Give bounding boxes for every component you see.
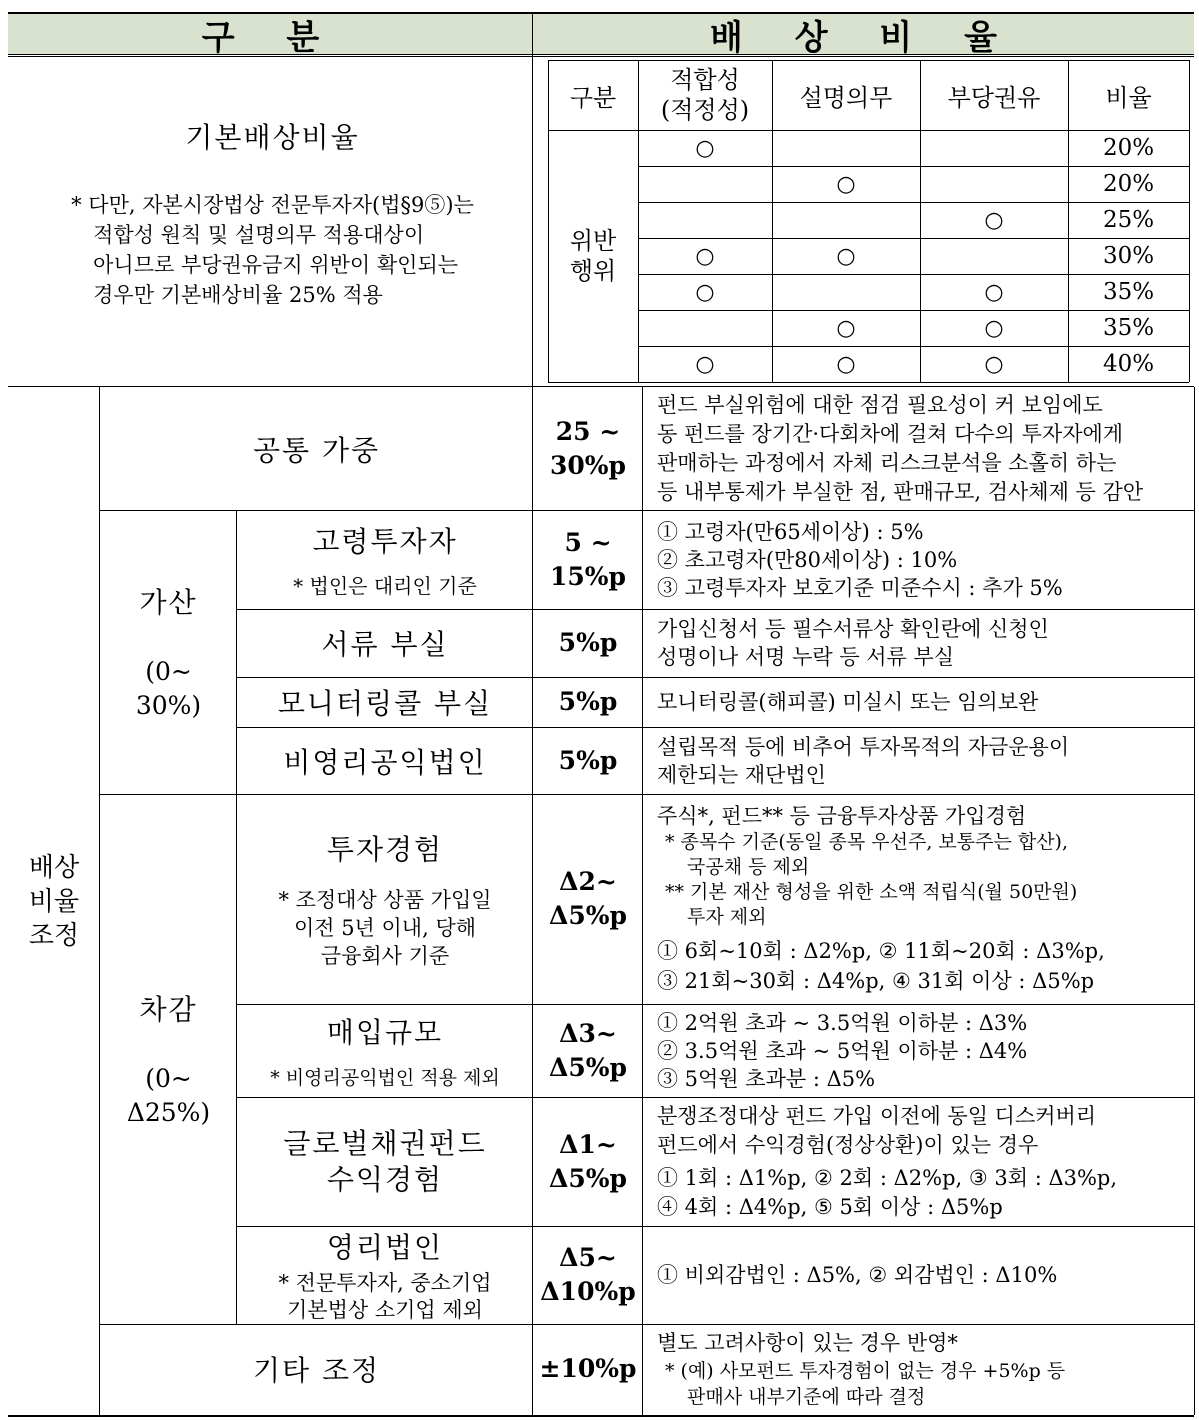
basic-note-line: 아니므로 부당권유금지 위반이 확인되는 — [93, 252, 459, 277]
add-nonprofit-label: 비영리공익법인 — [283, 745, 487, 779]
deduct-forprofit-label: 영리법인 — [326, 1231, 444, 1264]
deduct-forprofit-cell — [237, 1226, 533, 1324]
rule-basic-bottom — [8, 386, 1194, 387]
rule-main-divider — [532, 13, 533, 1415]
inner-rule — [548, 130, 1189, 131]
inner-header-explain: 설명의무 — [799, 83, 893, 112]
violation-mark-improper: ○ — [984, 279, 1004, 305]
note-line: 이전 5년 이내, 당해 — [293, 916, 477, 940]
other-adjust-pct: ±10%p — [539, 1354, 637, 1383]
inner-rule — [638, 60, 639, 382]
desc-note-line: * 종목수 기준(동일 종목 우선주, 보통주는 합산), — [665, 831, 1069, 853]
rule-adjust — [99, 794, 1194, 795]
desc-line: 판매하는 과정에서 자체 리스크분석을 소홀히 하는 — [657, 451, 1117, 475]
inner-rule — [638, 274, 1189, 275]
desc-line: 펀드에서 수익경험(정상상환)이 있는 경우 — [657, 1132, 1039, 1157]
violation-mark-suitability — [638, 166, 772, 202]
violation-ratio: 25% — [1102, 207, 1155, 233]
add-elderly-desc — [643, 510, 1194, 609]
rule-adjust — [236, 727, 1194, 728]
header-ratio-text: 배 상 비 율 — [710, 17, 1017, 55]
violation-mark-improper: ○ — [984, 207, 1004, 233]
inner-rule — [548, 382, 1189, 383]
inner-rule — [638, 202, 1189, 203]
adjust-label: 배상 비율 조정 — [28, 852, 80, 951]
violation-mark-explain: ○ — [836, 351, 856, 377]
rule-top — [8, 12, 1194, 14]
desc-line: 모니터링콜(해피콜) 미실시 또는 임의보완 — [657, 690, 1039, 714]
violation-mark-improper: ○ — [984, 351, 1004, 377]
inner-rule — [548, 60, 549, 382]
rule-adjust — [236, 1097, 1194, 1098]
add-document-pct: 5%p — [558, 628, 618, 657]
rule-adjust — [99, 510, 1194, 511]
violation-mark-suitability: ○ — [695, 279, 715, 305]
add-nonprofit-pct: 5%p — [558, 745, 618, 775]
deduct-forprofit-note — [278, 1270, 491, 1324]
add-nonprofit-desc — [643, 727, 1194, 794]
desc-line: 설립목적 등에 비추어 투자목적의 자금운용이 — [657, 734, 1070, 759]
rule-adjust — [99, 387, 100, 1415]
basic-note-line: 경우만 기본배상비율 25% 적용 — [93, 282, 383, 307]
desc-note-line: 판매사 내부기준에 따라 결정 — [687, 1385, 926, 1408]
add-range: (0~ 30%) — [135, 657, 202, 720]
desc-line: ④ 4회 : Δ4%p, ⑤ 5회 이상 : Δ5%p — [657, 1194, 1003, 1219]
add-label: 가산 — [139, 586, 198, 619]
desc-note-line: 국공채 등 제외 — [687, 856, 810, 878]
inner-header-suitability: 적합성 (적정성) — [660, 66, 750, 124]
common-weight-label: 공통 가중 — [252, 434, 381, 467]
desc-line: 별도 고려사항이 있는 경우 반영* — [657, 1330, 958, 1355]
add-group-cell — [100, 510, 237, 794]
inner-rule — [1068, 60, 1069, 382]
basic-ratio-note — [71, 190, 474, 310]
violation-mark-explain — [772, 130, 920, 166]
violation-ratio: 20% — [1102, 171, 1155, 197]
header-gubun-text: 구 분 — [201, 17, 340, 55]
deduct-forprofit-pct: Δ5~ Δ10%p — [540, 1243, 636, 1306]
violation-mark-explain — [772, 274, 920, 310]
violation-ratio: 20% — [1102, 135, 1155, 161]
desc-line: 가입신청서 등 필수서류상 확인란에 신청인 — [657, 617, 1049, 641]
deduct-label: 차감 — [139, 993, 198, 1026]
violation-mark-suitability: ○ — [695, 243, 715, 269]
note-line: * 조정대상 상품 가입일 — [278, 888, 492, 912]
desc-line: ① 비외감법인 : Δ5%, ② 외감법인 : Δ10% — [657, 1263, 1058, 1287]
deduct-scale-cell — [237, 1004, 533, 1097]
deduct-range: (0~ Δ25%) — [126, 1064, 211, 1127]
deduct-experience-cell — [237, 794, 533, 1004]
desc-line: ① 1회 : Δ1%p, ② 2회 : Δ2%p, ③ 3회 : Δ3%p, — [657, 1165, 1118, 1190]
add-monitoring-label: 모니터링콜 부실 — [277, 687, 493, 720]
deduct-global-bond-pct: Δ1~ Δ5%p — [548, 1129, 628, 1193]
desc-line: 분쟁조정대상 펀드 가입 이전에 동일 디스커버리 — [657, 1103, 1097, 1128]
add-elderly-pct: 5 ~ 15%p — [549, 527, 627, 591]
desc-line: ③ 21회~30회 : Δ4%p, ④ 31회 이상 : Δ5%p — [657, 969, 1095, 993]
rule-adjust — [99, 1324, 1194, 1325]
desc-line: 제한되는 재단법인 — [657, 762, 826, 787]
deduct-experience-label: 투자경험 — [326, 833, 444, 866]
inner-rule — [638, 238, 1189, 239]
deduct-experience-note — [278, 886, 491, 970]
add-monitoring-pct: 5%p — [558, 687, 618, 716]
rule-bottom — [8, 1415, 1194, 1417]
violation-mark-improper — [920, 130, 1068, 166]
violation-mark-explain — [772, 202, 920, 238]
deduct-forprofit-desc — [643, 1226, 1194, 1324]
deduct-experience-pct: Δ2~ Δ5%p — [548, 867, 628, 930]
rule-adjust — [236, 609, 1194, 610]
add-elderly-cell — [237, 510, 533, 609]
violation-mark-suitability — [638, 310, 772, 346]
inner-rule — [548, 60, 1189, 61]
add-document-label: 서류 부실 — [321, 628, 449, 661]
violation-mark-explain: ○ — [836, 171, 856, 197]
deduct-experience-desc — [643, 794, 1194, 1004]
desc-line: 펀드 부실위험에 대한 점검 필요성이 커 보임에도 — [657, 393, 1103, 417]
inner-header-gubun: 구분 — [569, 83, 617, 112]
violation-mark-improper — [920, 166, 1068, 202]
desc-line: ② 3.5억원 초과 ~ 5억원 이하분 : Δ4% — [657, 1038, 1028, 1063]
desc-line: 동 펀드를 장기간·다회차에 걸쳐 다수의 투자자에게 — [657, 422, 1124, 446]
deduct-global-bond-label: 글로벌채권펀드 수익경험 — [283, 1126, 487, 1196]
add-elderly-label: 고령투자자 — [312, 525, 458, 558]
add-monitoring-desc — [643, 677, 1194, 727]
violation-mark-explain: ○ — [836, 315, 856, 341]
deduct-scale-pct: Δ3~ Δ5%p — [548, 1018, 628, 1082]
desc-line: ③ 고령투자자 보호기준 미준수시 : 추가 5% — [657, 575, 1063, 600]
basic-ratio-cell — [15, 60, 530, 385]
desc-line: ① 고령자(만65세이상) : 5% — [657, 519, 924, 544]
other-adjust-label: 기타 조정 — [252, 1354, 381, 1387]
inner-rule — [772, 60, 773, 382]
desc-line: ② 초고령자(만80세이상) : 10% — [657, 547, 958, 572]
note-line: * 전문투자자, 중소기업 — [278, 1271, 492, 1295]
common-weight-pct: 25 ~ 30%p — [549, 417, 627, 480]
other-adjust-desc — [643, 1324, 1194, 1414]
violation-mark-improper — [920, 238, 1068, 274]
rule-adjust — [236, 1004, 1194, 1005]
violation-ratio: 35% — [1102, 315, 1155, 341]
rule-adjust — [236, 1226, 1194, 1227]
note-line: 금융회사 기준 — [320, 944, 450, 968]
inner-header-improper: 부당권유 — [947, 83, 1041, 112]
inner-rule — [638, 310, 1189, 311]
violation-mark-suitability: ○ — [695, 135, 715, 161]
violation-mark-suitability — [638, 202, 772, 238]
desc-line: 등 내부통제가 부실한 점, 판매규모, 검사체제 등 감안 — [657, 480, 1144, 504]
deduct-scale-note: * 비영리공익법인 적용 제외 — [270, 1067, 500, 1089]
violation-row-label: 위반 행위 — [569, 227, 617, 285]
desc-line: 주식*, 펀드** 등 금융투자상품 가입경험 — [657, 804, 1027, 828]
header-gubun — [8, 13, 533, 55]
deduct-scale-desc — [643, 1004, 1194, 1097]
deduct-global-bond-desc — [643, 1097, 1194, 1226]
basic-note-line: 적합성 원칙 및 설명의무 적용대상이 — [93, 222, 425, 247]
deduct-scale-label: 매입규모 — [326, 1016, 444, 1049]
rule-adjust — [236, 510, 237, 1324]
rule-adjust — [236, 677, 1194, 678]
violation-mark-improper: ○ — [984, 315, 1004, 341]
desc-line: ③ 5억원 초과분 : Δ5% — [657, 1066, 876, 1091]
inner-rule — [638, 346, 1189, 347]
common-weight-desc — [643, 388, 1194, 510]
rule-adjust — [642, 387, 643, 1415]
violation-ratio: 40% — [1102, 351, 1155, 377]
basic-note-line: * 다만, 자본시장법상 전문투자자(법§9⑤)는 — [71, 192, 474, 217]
add-document-desc — [643, 609, 1194, 677]
violation-mark-explain: ○ — [836, 243, 856, 269]
basic-ratio-title: 기본배상비율 — [185, 120, 360, 154]
violation-ratio: 30% — [1102, 243, 1155, 269]
rule-header-bottom — [8, 54, 1194, 57]
rule-adjust — [1194, 387, 1195, 1415]
desc-note-line: * (예) 사모펀드 투자경험이 없는 경우 +5%p 등 — [665, 1359, 1066, 1382]
inner-rule — [638, 166, 1189, 167]
desc-note-line: ** 기본 재산 형성을 위한 소액 적립식(월 50만원) — [665, 881, 1078, 903]
inner-rule — [920, 60, 921, 382]
violation-mark-suitability: ○ — [695, 351, 715, 377]
inner-rule — [1189, 60, 1190, 382]
desc-line: 성명이나 서명 누락 등 서류 부실 — [657, 645, 955, 669]
deduct-group-cell — [100, 794, 237, 1324]
desc-line: ① 2억원 초과 ~ 3.5억원 이하분 : Δ3% — [657, 1010, 1028, 1035]
add-elderly-note: * 법인은 대리인 기준 — [293, 574, 477, 598]
violation-ratio: 35% — [1102, 279, 1155, 305]
header-ratio — [533, 13, 1194, 55]
note-line: 기본법상 소기업 제외 — [287, 1298, 483, 1322]
inner-header-ratio: 비율 — [1105, 83, 1152, 112]
desc-line: ① 6회~10회 : Δ2%p, ② 11회~20회 : Δ3%p, — [657, 939, 1105, 963]
desc-note-line: 투자 제외 — [687, 906, 767, 928]
